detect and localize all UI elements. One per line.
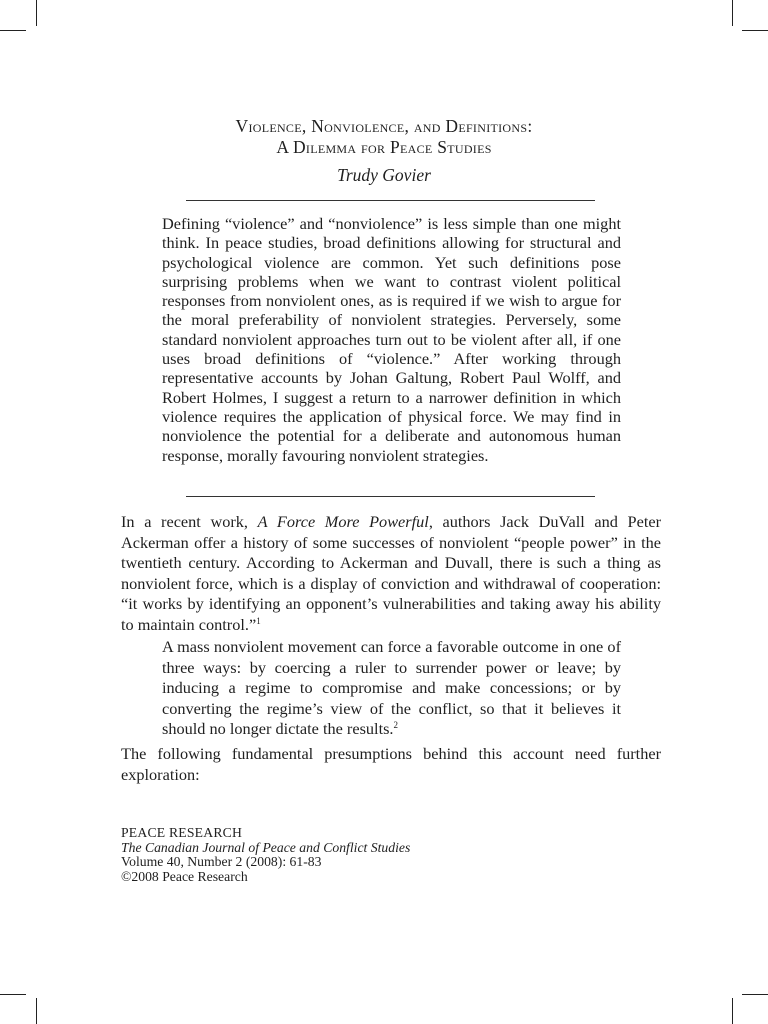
body-paragraph-2: The following fundamental presumptions behind this account need further exploration:	[121, 744, 661, 784]
abstract: Defining “violence” and “nonviolence” is less simple than one might think. In peace studies, broad definitions allowing for structural and psychological violence are common. Yet such definitions pose surprising problems when we want to contrast violent political responses from nonviolent ones, as is required if we wish to argue for the moral preferability of nonviolent strategies. Perversely, some standard nonviolent approaches turn out to be violent after all, if one uses broad definitions of “violence.” After working through representative accounts by Johan Galtung, Robert Paul Wolff, and Robert Holmes, I suggest a return to a narrower definition in which violence requires the application of physical force. We may find in nonviolence the potential for a deliberate and autonomous human response, morally favouring nonviolent strategies.	[162, 214, 621, 465]
crop-mark	[0, 30, 26, 31]
journal-subtitle: The Canadian Journal of Peace and Conflict Studies	[121, 839, 411, 855]
crop-mark	[0, 994, 26, 995]
body-text: , authors Jack DuVall and Peter Ackerman offer a history of some successes of nonviolent “people power” in the twentieth century. According to Ackerman and Duvall, there is such a thing as nonviolent force, which is a display of conviction and withdrawal of cooperation: “it works by identifying an opponent’s vulnerabilities and taking away his ability to maintain control.”	[121, 512, 661, 634]
crop-mark	[36, 998, 37, 1024]
article-title-line-2: A Dilemma for Peace Studies	[276, 137, 492, 157]
abstract-bottom-rule	[186, 496, 595, 497]
block-quote	[162, 637, 621, 740]
crop-mark	[732, 0, 733, 26]
article-author: Trudy Govier	[337, 165, 431, 185]
crop-mark	[742, 30, 768, 31]
quote-text: A mass nonviolent movement can force a favorable outcome in one of three ways: by coercing a ruler to surrender power or leave; by inducing a regime to compromise and make concessions; or by converting the regime’s view of the conflict, so that it believes it should no longer dictate the results.	[162, 637, 621, 739]
book-title: A Force More Powerful	[257, 512, 429, 531]
body-paragraph-1	[121, 512, 661, 636]
journal-footer	[121, 826, 410, 884]
abstract-top-rule	[186, 200, 595, 201]
footnote-marker: 1	[256, 615, 261, 626]
crop-mark	[742, 994, 768, 995]
crop-mark	[732, 998, 733, 1024]
body-text: In a recent work,	[121, 512, 258, 531]
copyright: ©2008 Peace Research	[121, 868, 248, 884]
journal-name: PEACE RESEARCH	[121, 825, 243, 840]
volume-info: Volume 40, Number 2 (2008): 61-83	[121, 854, 322, 869]
crop-mark	[36, 0, 37, 26]
footnote-marker: 2	[393, 720, 399, 731]
article-title-line-1: Violence, Nonviolence, and Definitions:	[235, 116, 533, 136]
